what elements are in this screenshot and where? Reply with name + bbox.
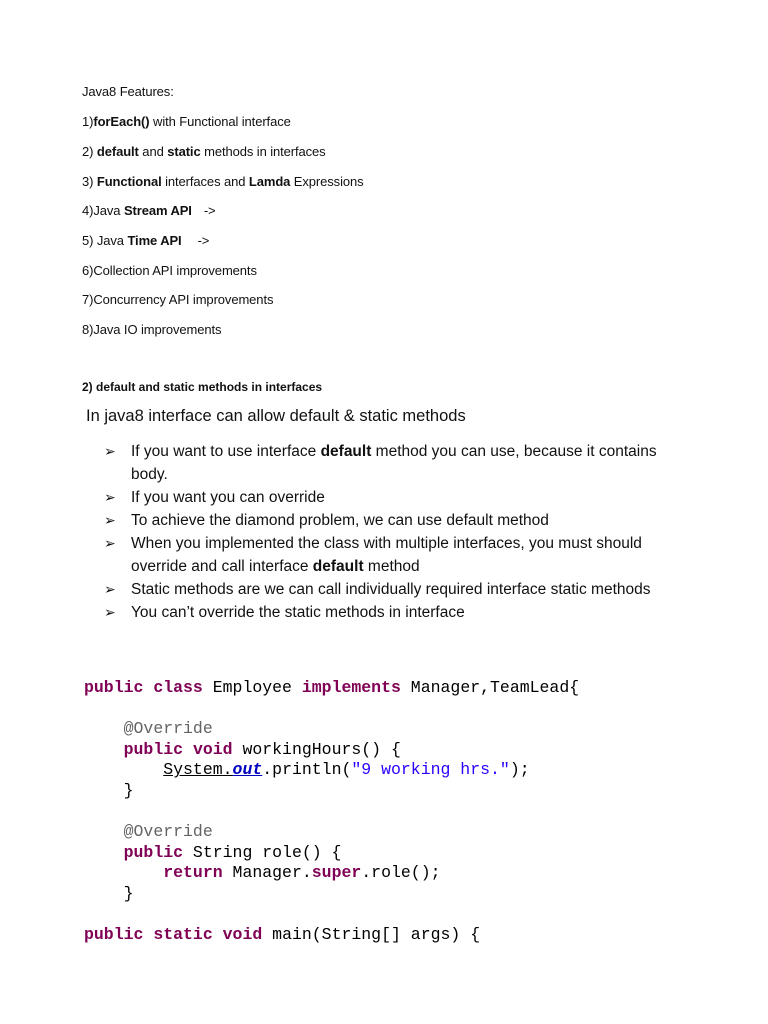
feature-item-2 [82,144,326,160]
code-block [84,678,579,946]
feature-bold: default [96,144,139,159]
bullet-item [104,509,664,532]
code-line-annotation: @Override [123,822,213,842]
feature-prefix: 3) [82,174,97,189]
feature-item-8: 8)Java IO improvements [82,322,222,337]
feature-mid: and [138,144,168,159]
feature-rest: Expressions [290,174,364,189]
feature-item-3 [82,174,364,190]
arrow-bullet-icon: ➢ [104,535,116,551]
bullet-item [104,532,664,578]
bullet-item [104,601,664,624]
bullet-text: If you want you can override [131,489,325,506]
bullet-text: If you want to use interface [131,443,321,460]
features-heading: Java8 Features: [82,84,174,99]
feature-mid: interfaces and [161,174,249,189]
feature-bold: Functional [96,174,162,189]
feature-item-5 [82,233,209,249]
bullet-text: You can’t override the static methods in interface [131,604,465,621]
feature-item-1 [82,114,291,130]
bullet-text: When you implemented the class with multiple interfaces, you must should override and call interface [131,535,642,575]
bullet-text: To achieve the diamond problem, we can use default method [131,512,549,529]
bullet-list [104,440,664,624]
arrow-bullet-icon: ➢ [104,604,116,620]
code-line-blank [84,699,579,720]
feature-bold: Stream API [123,203,192,218]
feature-prefix: 5) Java [82,233,128,248]
bullet-bold: default [320,443,372,460]
arrow-bullet-icon: ➢ [104,489,116,505]
feature-bold-2: static [167,144,201,159]
arrow-bullet-icon: ➢ [104,581,116,597]
feature-bold: Time API [127,233,182,248]
bullet-bold: default [312,558,364,575]
feature-item-6: 6)Collection API improvements [82,263,257,278]
code-line-close: } [123,883,134,903]
code-line-blank [84,802,579,823]
code-line-working-hours: public void workingHours() { [123,739,401,759]
arrow-bullet-icon: ➢ [104,443,116,459]
bullet-item [104,578,664,601]
feature-item-4 [82,203,216,219]
feature-bold-2: Lamda [248,174,291,189]
code-line-close: } [123,780,134,800]
code-line-blank [84,905,579,926]
code-line-class-decl: public class Employee implements Manager,TeamLead{ [84,678,580,697]
code-line-return: return Manager.super.role(); [163,863,441,883]
bullet-text-post: method you can use, because it contains body. [131,443,657,483]
feature-rest: with Functional interface [149,114,291,129]
code-line-println: System.out.println("9 working hrs."); [163,760,530,780]
feature-prefix: 1) [82,114,94,129]
code-line-role: public String role() { [123,842,342,862]
bullet-text-post: method [363,558,420,575]
bullet-item [104,440,664,486]
feature-item-7: 7)Concurrency API improvements [82,292,274,307]
feature-bold: forEach() [93,114,150,129]
arrow-icon: -> [203,203,216,218]
feature-prefix: 4)Java [82,203,124,218]
bullet-item [104,486,664,509]
section-intro: In java8 interface can allow default & static methods [86,407,466,425]
feature-rest: methods in interfaces [200,144,326,159]
feature-prefix: 2) [82,144,97,159]
arrow-bullet-icon: ➢ [104,512,116,528]
bullet-text: Static methods are we can call individually required interface static methods [131,581,651,598]
code-line-main: public static void main(String[] args) { [84,925,481,945]
code-line-annotation: @Override [123,719,213,739]
section-heading: 2) default and static methods in interfaces [82,380,323,394]
arrow-icon: -> [197,233,210,248]
